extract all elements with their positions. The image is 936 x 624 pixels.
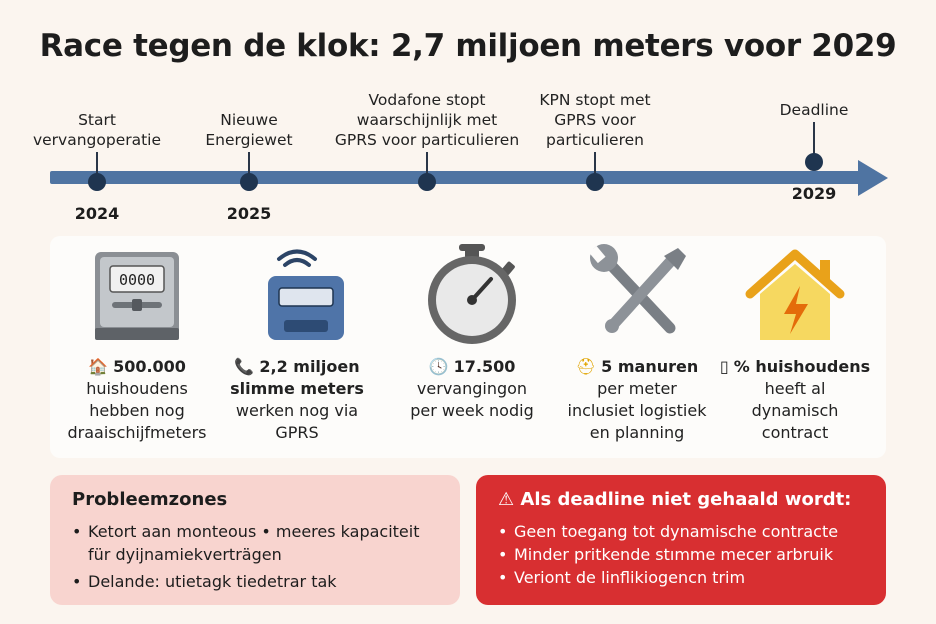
house-icon: 🏠 [88,357,108,376]
card-text: 🏠 500.000 huishoudens hebben nog draaischijfmeters [67,357,207,442]
battery-icon: ▯ [719,357,729,376]
stats-cards [50,236,886,458]
timeline-dot [805,153,823,171]
list-item: • Veriont de linflikiogencn trim [498,566,864,589]
timeline-event-label: Vodafone stopt waarschijnlijk met GPRS voor particulieren [334,91,520,149]
helmet-icon: ⛑ [575,357,597,376]
phone-icon: 📞 [234,357,255,376]
clock-icon: 🕓 [428,357,449,376]
timeline-event-label: KPN stopt met GPRS voor particulieren [539,91,651,149]
card-analog-meters [52,236,222,444]
timeline-dot [88,173,106,191]
list-item: • Geen toegang tot dynamische contracte [498,520,864,543]
timeline-dot [586,173,604,191]
timeline-dot [240,173,258,191]
timeline-event-label: Deadline [779,101,849,119]
timeline-event-deadline [709,76,919,203]
svg-text:0000: 0000 [118,271,156,289]
problem-zones-panel [50,475,460,605]
timeline-year: 2025 [226,204,272,223]
list-item: • Minder pritkende stımme mecer arbruik [498,543,864,566]
timeline-event-kpn [490,86,700,191]
stopwatch-icon [387,236,557,346]
house-energy-icon [710,236,880,346]
analog-meter-icon [52,236,222,346]
list-item: • Ketort aan monteous • meeres kapaciteit für dyijnamiekverträgen [72,520,438,566]
timeline-year: 2024 [74,204,120,223]
timeline-year: 2029 [791,184,837,203]
card-replacements [387,236,557,422]
card-labour [552,236,722,444]
smart-meter-icon [212,236,382,346]
timeline-event-label: Start vervangoperatie [32,111,162,149]
card-text: 📞 2,2 miljoen slimme meters werken nog via GPRS [230,357,364,442]
card-dynamic-contracts [710,236,880,444]
problem-zones-title: Probleemzones [72,489,228,510]
list-item: • Delande: utietagk tiedetrar tak [72,570,438,593]
page-title: Race tegen de klok: 2,7 miljoen meters voor 2029 [39,28,897,64]
deadline-warning-title: ⚠ Als deadline niet gehaald wordt: [498,489,852,510]
card-text: 🕓 17.500 vervangingon per week nodig [410,357,534,420]
card-smart-meters [212,236,382,444]
timeline-dot [418,173,436,191]
card-text: ▯ % huishoudens heeft al dynamisch contract [719,357,871,442]
card-text: ⛑ 5 manuren per meter inclusiet logistiek en planning [567,357,707,442]
tools-icon [552,236,722,346]
deadline-warning-panel [476,475,886,605]
timeline-event-label: Nieuwe Energiewet [205,111,293,149]
